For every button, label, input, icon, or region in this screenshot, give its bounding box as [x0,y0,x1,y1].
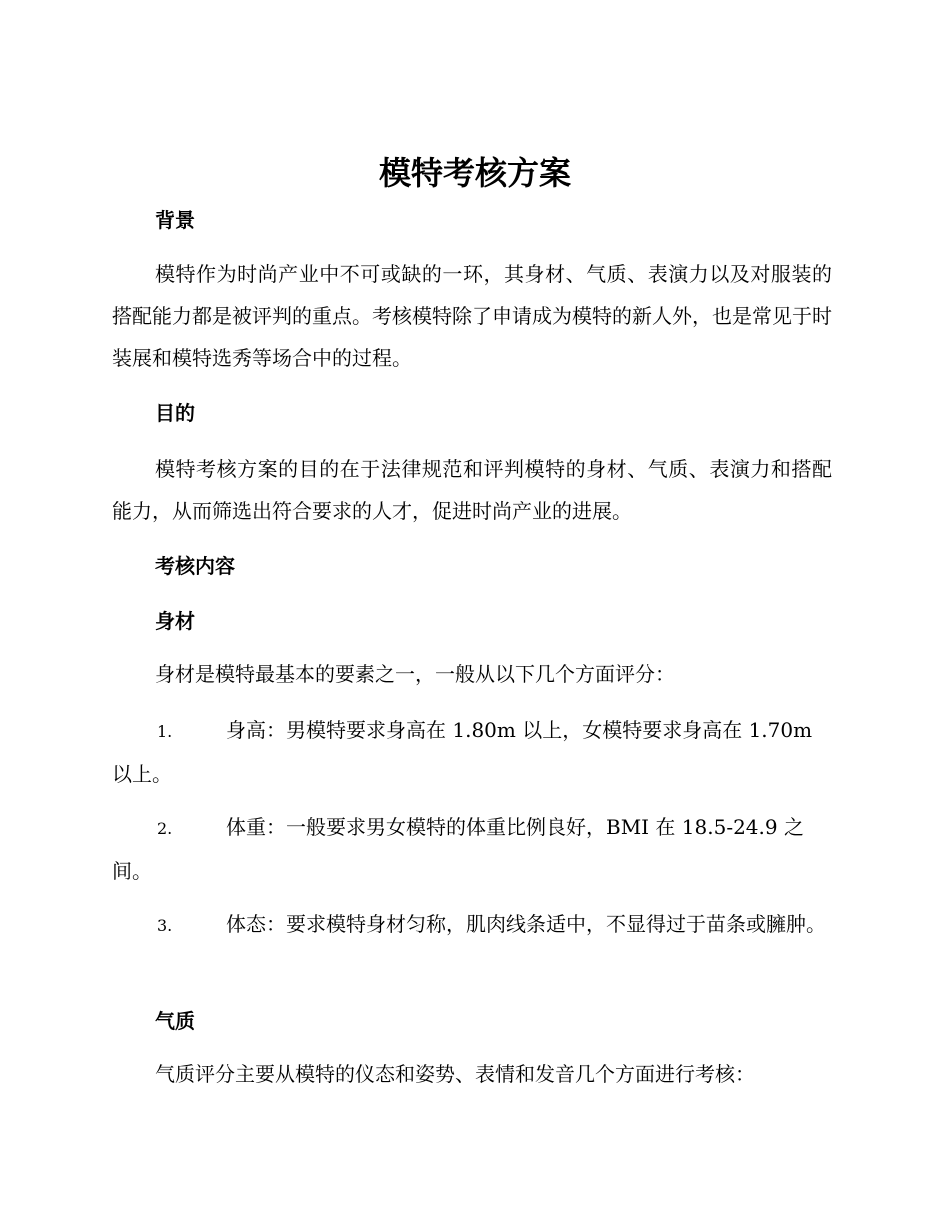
list-text: 体态：要求模特身材匀称，肌肉线条适中，不显得过于苗条或臃肿。 [226,912,826,936]
document-title: 模特考核方案 [378,154,571,192]
heading-purpose: 目的 [155,401,195,425]
heading-figure: 身材 [155,609,195,633]
paragraph-figure-intro: 身材是模特最基本的要素之一，一般从以下几个方面评分： [155,662,675,686]
paragraph-background: 模特作为时尚产业中不可或缺的一环，其身材、气质、表演力以及对服装的搭配能力都是被评判的重点。考核模特除了申请成为模特的新人外，也是常见于时装展和模特选秀等场合中的过程。 [112,262,832,370]
heading-background: 背景 [155,208,195,232]
list-number: 1. [157,722,173,741]
list-item [112,709,832,795]
list-item [112,903,832,947]
paragraph-temperament-intro: 气质评分主要从模特的仪态和姿势、表情和发音几个方面进行考核： [155,1062,755,1086]
list-number: 3. [157,916,173,935]
list-number: 2. [157,819,173,838]
paragraph-purpose: 模特考核方案的目的在于法律规范和评判模特的身材、气质、表演力和搭配能力，从而筛选出符合要求的人才，促进时尚产业的进展。 [112,457,832,523]
list-item [112,806,832,892]
heading-content: 考核内容 [155,554,235,578]
list-text: 体重：一般要求男女模特的体重比例良好，BMI 在 18.5-24.9 之间。 [112,815,804,883]
list-text: 身高：男模特要求身高在 1.80m 以上，女模特要求身高在 1.70m 以上。 [112,718,813,786]
heading-temperament: 气质 [155,1009,195,1033]
